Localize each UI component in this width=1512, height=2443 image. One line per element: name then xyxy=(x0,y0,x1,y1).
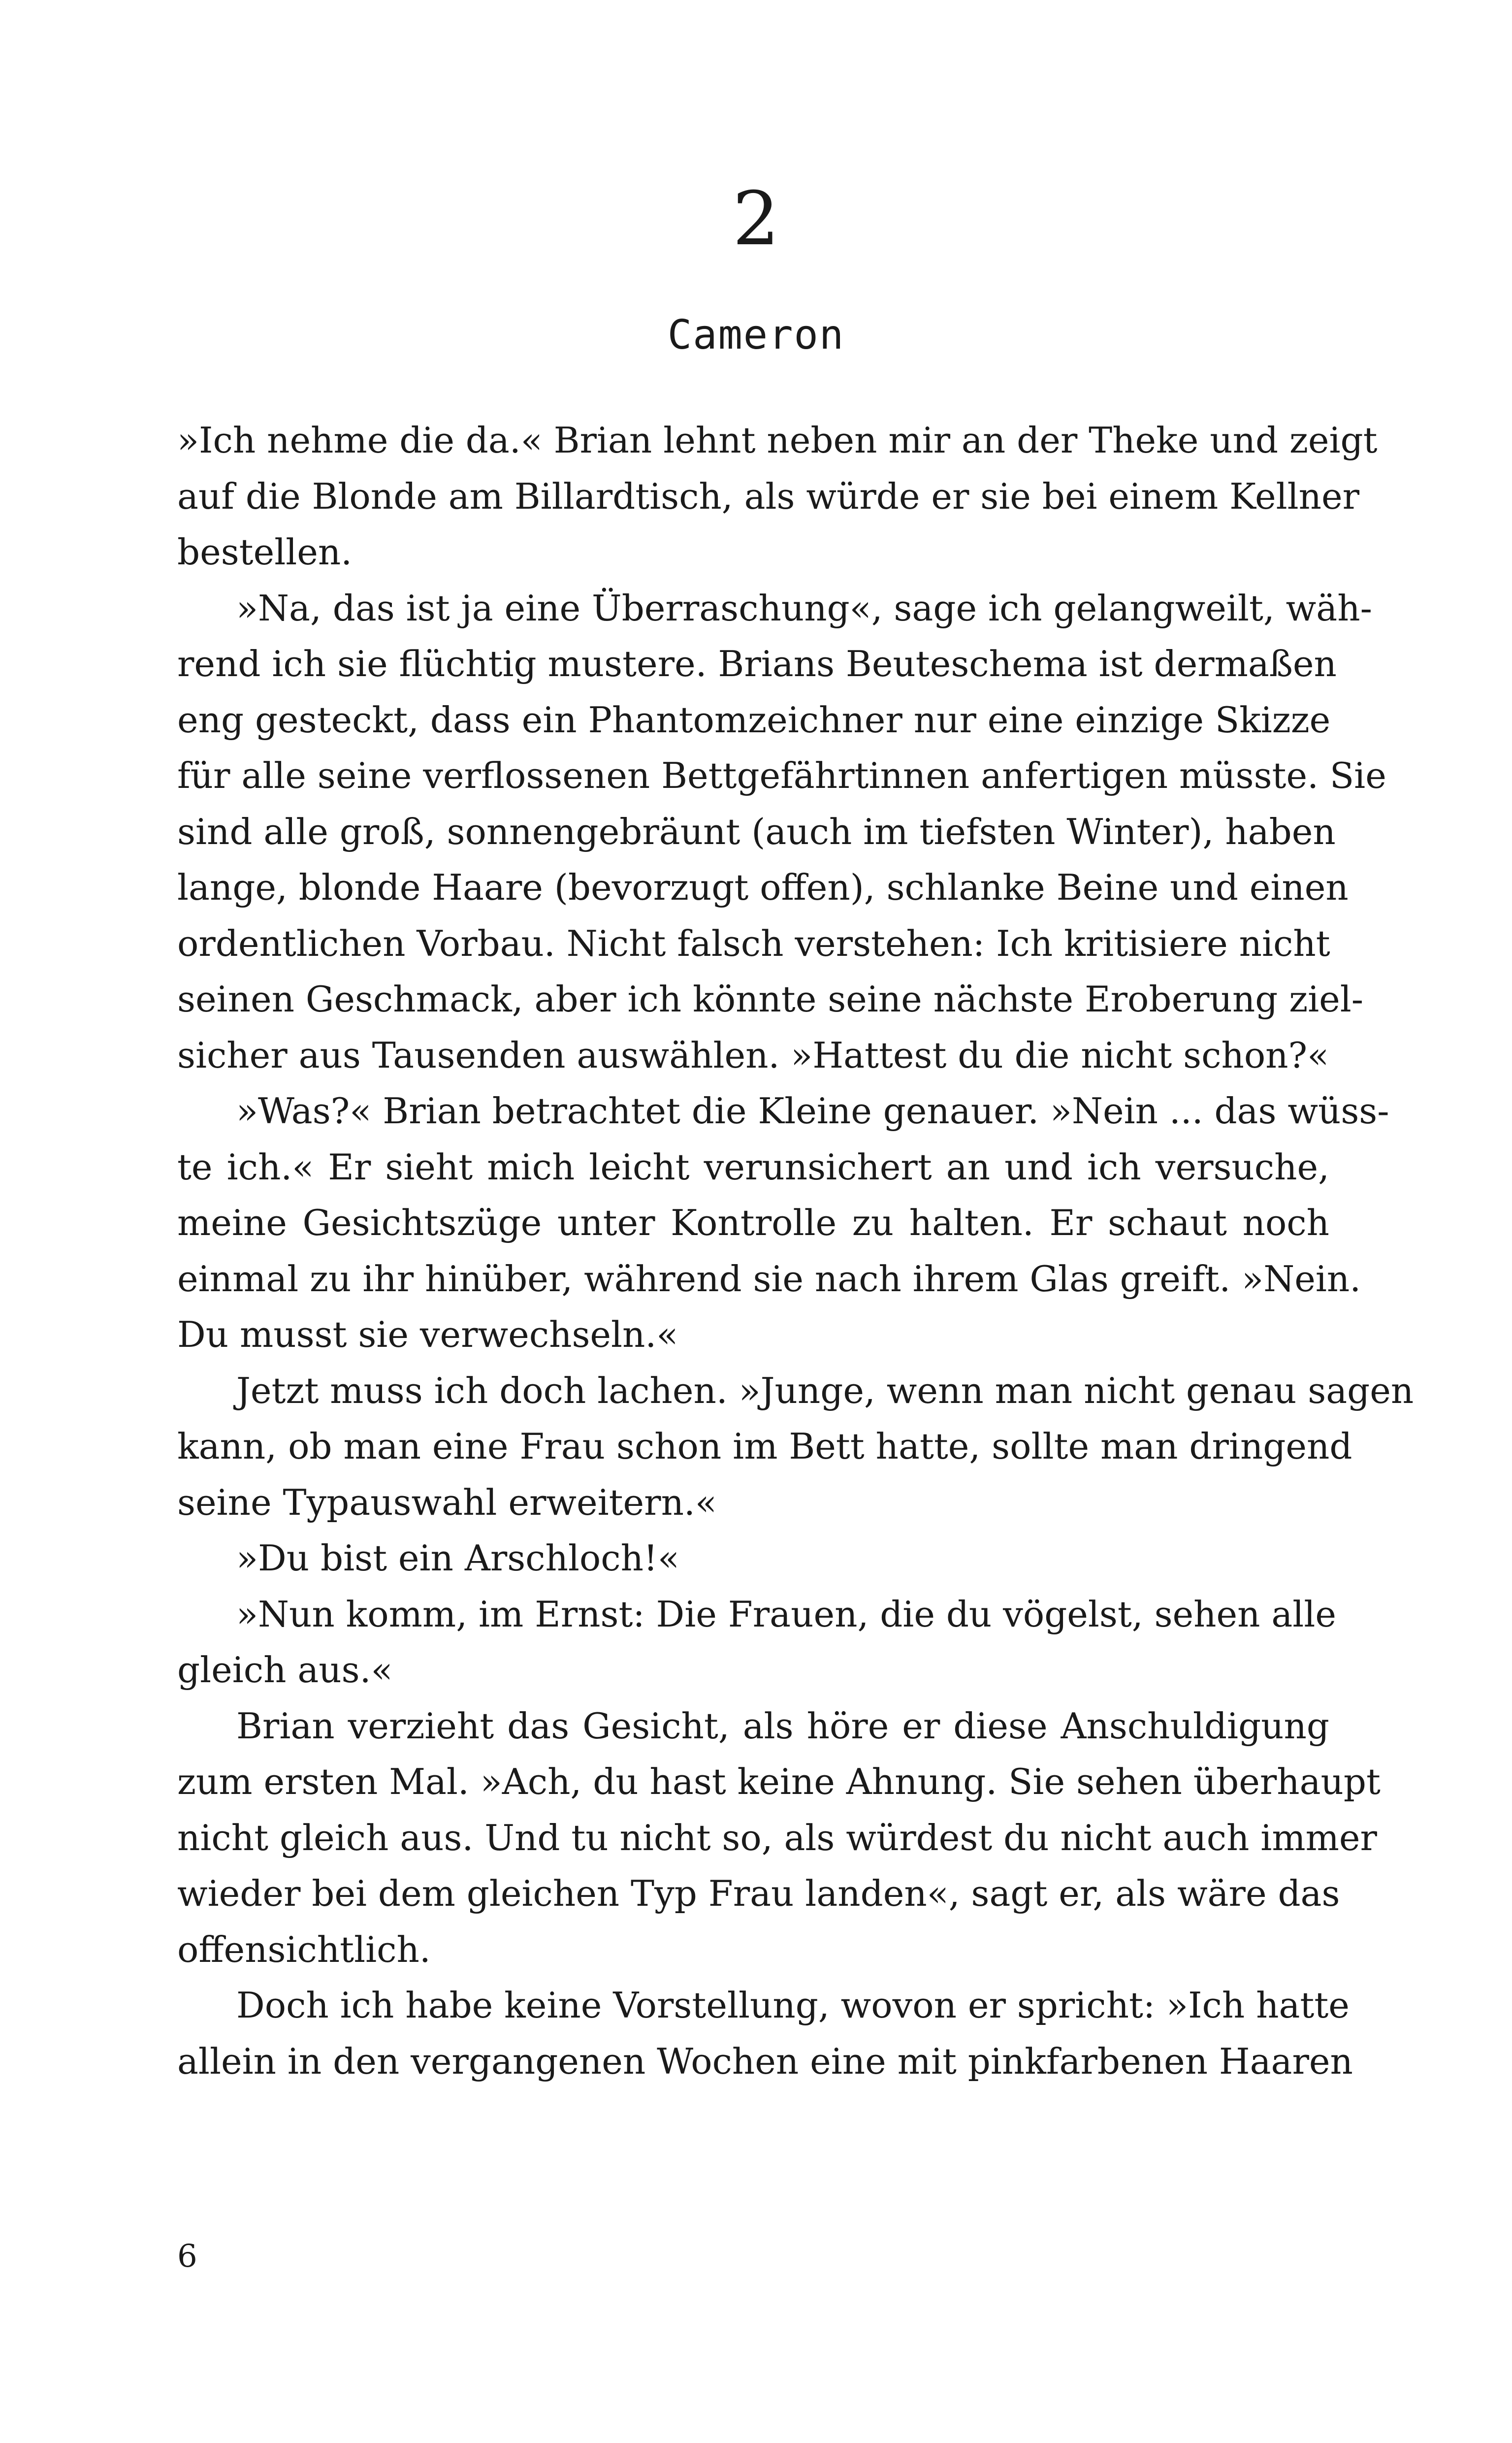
text-line: lange, blonde Haare (bevorzugt offen), schlanke Beine und einen xyxy=(177,867,1349,908)
text-line: meine Gesichtszüge unter Kontrolle zu halten. Er schaut noch xyxy=(177,1202,1329,1243)
text-line: sind alle groß, sonnengebräunt (auch im tiefsten Winter), haben xyxy=(177,811,1336,852)
text-line: Du musst sie verwechseln.« xyxy=(177,1314,678,1355)
text-line: einmal zu ihr hinüber, während sie nach ihrem Glas greift. »Nein. xyxy=(177,1258,1361,1300)
text-line: zum ersten Mal. »Ach, du hast keine Ahnung. Sie sehen überhaupt xyxy=(177,1761,1381,1802)
text-line: auf die Blonde am Billardtisch, als würde er sie bei einem Kellner xyxy=(177,475,1360,517)
text-line: seine Typauswahl erweitern.« xyxy=(177,1481,717,1523)
chapter-number: 2 xyxy=(732,176,780,262)
text-line: eng gesteckt, dass ein Phantomzeichner nur eine einzige Skizze xyxy=(177,699,1331,741)
text-line: offensichtlich. xyxy=(177,1928,431,1970)
text-line: te ich.« Er sieht mich leicht verunsichert an und ich versuche, xyxy=(177,1146,1329,1188)
text-line: »Was?« Brian betrachtet die Kleine genauer. »Nein ... das wüss- xyxy=(236,1090,1389,1132)
text-line: gleich aus.« xyxy=(177,1649,393,1691)
text-line: sicher aus Tausenden auswählen. »Hattest du die nicht schon?« xyxy=(177,1034,1329,1076)
text-line: wieder bei dem gleichen Typ Frau landen«, sagt er, als wäre das xyxy=(177,1873,1340,1914)
chapter-title: Cameron xyxy=(667,312,845,358)
body-text xyxy=(177,413,1414,2089)
text-line: ordentlichen Vorbau. Nicht falsch verstehen: Ich kritisiere nicht xyxy=(177,922,1330,964)
text-line: bestellen. xyxy=(177,531,353,573)
text-line: kann, ob man eine Frau schon im Bett hatte, sollte man dringend xyxy=(177,1426,1352,1467)
text-line: nicht gleich aus. Und tu nicht so, als würdest du nicht auch immer xyxy=(177,1817,1377,1858)
text-line: »Na, das ist ja eine Überraschung«, sage ich gelangweilt, wäh- xyxy=(236,587,1372,629)
text-line: seinen Geschmack, aber ich könnte seine nächste Eroberung ziel- xyxy=(177,978,1364,1020)
text-line: »Nun komm, im Ernst: Die Frauen, die du vögelst, sehen alle xyxy=(236,1593,1336,1635)
text-line: »Du bist ein Arschloch!« xyxy=(236,1537,679,1579)
page-number: 6 xyxy=(177,2238,197,2275)
text-line: rend ich sie flüchtig mustere. Brians Beuteschema ist dermaßen xyxy=(177,643,1337,684)
text-line: allein in den vergangenen Wochen eine mit pinkfarbenen Haaren xyxy=(177,2040,1353,2082)
text-line: Brian verzieht das Gesicht, als höre er diese Anschuldigung xyxy=(236,1705,1329,1747)
text-line: »Ich nehme die da.« Brian lehnt neben mir an der Theke und zeigt xyxy=(177,420,1378,461)
text-line: Jetzt muss ich doch lachen. »Junge, wenn man nicht genau sagen xyxy=(236,1369,1414,1411)
text-line: für alle seine verflossenen Bettgefährtinnen anfertigen müsste. Sie xyxy=(177,755,1386,796)
text-line: Doch ich habe keine Vorstellung, wovon er spricht: »Ich hatte xyxy=(236,1985,1350,2026)
